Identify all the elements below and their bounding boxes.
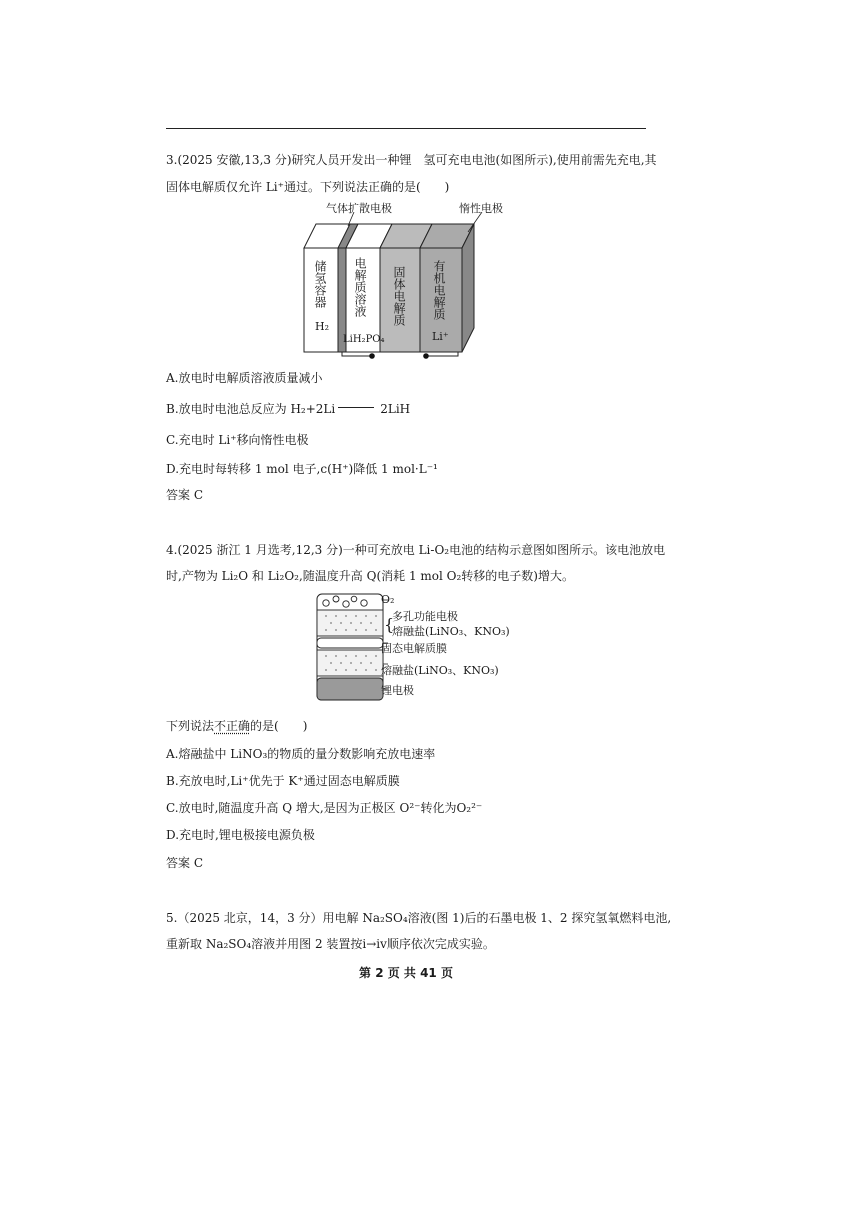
- q4-label-porous-electrode: 多孔功能电极: [392, 610, 458, 623]
- q3-cell-h2: H₂: [315, 320, 330, 333]
- q4-label-membrane: 固态电解质膜: [381, 642, 447, 655]
- q4-label-molten-salt-1: 熔融盐(LiNO₃、KNO₃): [392, 625, 510, 638]
- q4-label-lithium-electrode: 锂电极: [381, 684, 414, 697]
- q4-label-molten-salt-2: 熔融盐(LiNO₃、KNO₃): [381, 664, 499, 677]
- q4-stem-line1: 4.(2025 浙江 1 月选考,12,3 分)一种可充放电 Li-O₂电池的结构示意图如图所示。该电池放电: [166, 543, 666, 557]
- q3-cell-lih2po4: LiH₂PO₄: [343, 334, 385, 345]
- q3-stem-line1: 3.(2025 安徽,13,3 分)研究人员开发出一种锂 氢可充电电池(如图所示),使用前需先充电,其: [166, 153, 657, 167]
- q3-cell-hydrogen-storage: 储氢容器: [313, 260, 327, 308]
- header-rule: [166, 128, 646, 129]
- q5-stem-line1: 5.（2025 北京，14，3 分）用电解 Na₂SO₄溶液(图 1)后的石墨电极 1、2 探究氢氧燃料电池,: [166, 911, 672, 925]
- q4-option-c: C.放电时,随温度升高 Q 增大,是因为正极区 O²⁻转化为O₂²⁻: [166, 801, 483, 815]
- q3-cell-solid-electrolyte: 固体电解质: [392, 266, 406, 326]
- q4-question-stem: 下列说法不正确的是( ): [166, 719, 308, 733]
- q3-option-d: D.充电时每转移 1 mol 电子,c(H⁺)降低 1 mol·L⁻¹: [166, 462, 438, 476]
- q4-option-d: D.充电时,锂电极接电源负极: [166, 828, 315, 842]
- q4-battery-figure: [314, 592, 388, 704]
- page-footer: 第 2 页 共 41 页: [359, 966, 453, 980]
- q3-label-gas-electrode: 气体扩散电极: [326, 202, 392, 215]
- q4-stem-line2: 时,产物为 Li₂O 和 Li₂O₂,随温度升高 Q(消耗 1 mol O₂转移的电子数)增大。: [166, 569, 574, 583]
- q5-stem-line2: 重新取 Na₂SO₄溶液并用图 2 装置按ⅰ→ⅳ顺序依次完成实验。: [166, 937, 495, 951]
- q4-option-b: B.充放电时,Li⁺优先于 K⁺通过固态电解质膜: [166, 774, 400, 788]
- q4-label-o2: O₂: [381, 593, 395, 606]
- q3-option-a: A.放电时电解质溶液质量减小: [166, 371, 323, 385]
- q4-brace-icon: {: [384, 615, 395, 634]
- q3-stem-line2: 固体电解质仅允许 Li⁺通过。下列说法正确的是( ): [166, 180, 450, 194]
- q4-option-a: A.熔融盐中 LiNO₃的物质的量分数影响充放电速率: [166, 747, 436, 761]
- q3-cell-li-ion: Li⁺: [432, 330, 449, 343]
- q3-option-b: B.放电时电池总反应为 H₂+2Li 2LiH: [166, 402, 411, 416]
- q3-option-c: C.充电时 Li⁺移向惰性电极: [166, 433, 309, 447]
- q3-label-inert-electrode: 惰性电极: [459, 202, 503, 215]
- q4-answer: 答案 C: [166, 856, 203, 870]
- q3-cell-organic-electrolyte: 有机电解质: [432, 260, 446, 320]
- q3-answer: 答案 C: [166, 488, 203, 502]
- q3-cell-electrolyte-solution: 电解质溶液: [353, 257, 367, 317]
